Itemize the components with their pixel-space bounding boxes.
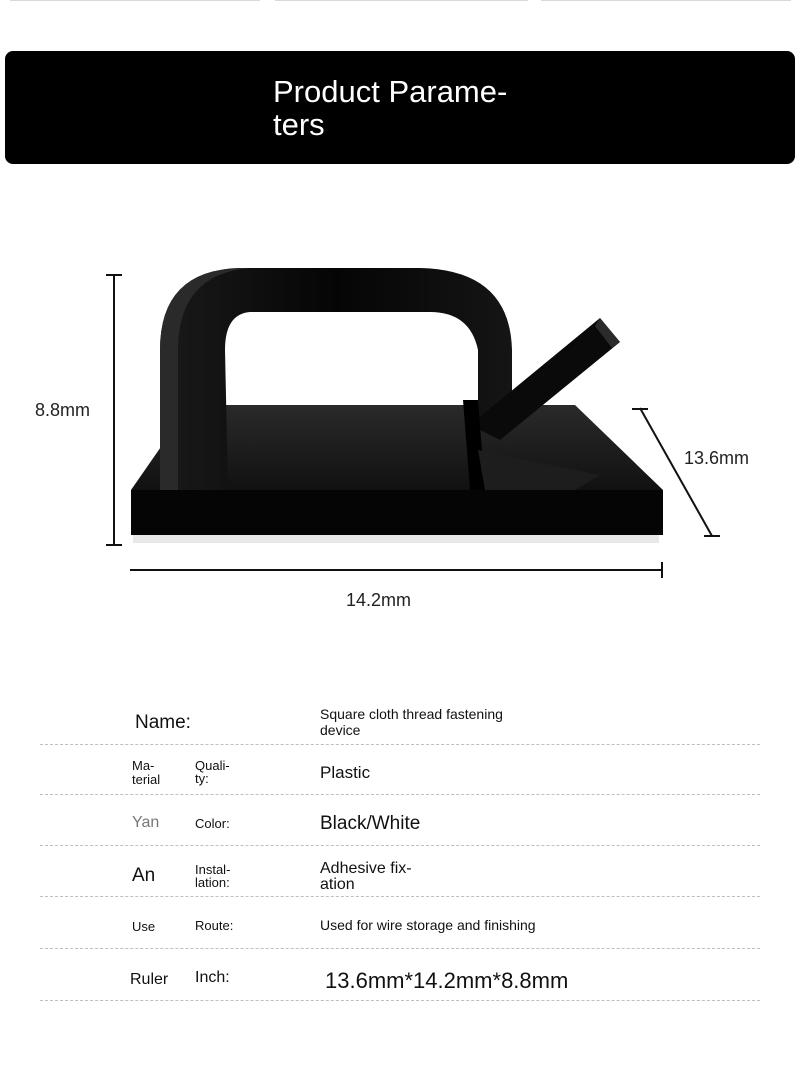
spec-key: Name: — [135, 712, 191, 733]
top-rule-1 — [10, 0, 260, 1]
width-label: 14.2mm — [346, 590, 412, 610]
banner-title: Product Parame- ters — [273, 74, 508, 142]
spec-subkey: Quali- ty: — [195, 758, 230, 786]
spec-row-material — [40, 745, 760, 795]
spec-row-size — [40, 949, 760, 1001]
spec-value: Adhesive fix- ation — [320, 860, 412, 893]
spec-key: Ruler — [130, 971, 169, 988]
cable-clip-illustration — [0, 240, 800, 640]
spec-table — [40, 695, 760, 1001]
spec-value: Black/White — [320, 813, 421, 834]
spec-row-name — [40, 695, 760, 745]
spec-key: Yan — [132, 814, 160, 831]
spec-key: Use — [132, 919, 156, 934]
spec-value: Used for wire storage and finishing — [320, 917, 536, 933]
header-banner — [5, 51, 795, 164]
base-front — [131, 490, 663, 535]
dimension-diagram — [0, 240, 800, 640]
spec-value: 13.6mm*14.2mm*8.8mm — [325, 968, 569, 993]
spec-key: Ma- terial — [132, 758, 161, 787]
spec-key: An — [132, 865, 156, 886]
height-label: 8.8mm — [35, 400, 91, 420]
spec-subkey: Color: — [195, 816, 230, 831]
width-dimension-line — [130, 562, 662, 578]
top-rule-2 — [275, 0, 528, 1]
spec-value: Square cloth thread fastening device — [320, 706, 503, 738]
spec-subkey: Route: — [195, 918, 234, 933]
spec-row-use — [40, 897, 760, 949]
spec-row-color — [40, 795, 760, 846]
depth-label: 13.6mm — [684, 448, 750, 468]
height-dimension-line — [106, 275, 122, 545]
top-rule-3 — [541, 0, 791, 1]
spec-subkey: Inch: — [195, 969, 230, 986]
spec-row-installation — [40, 846, 760, 897]
spec-subkey: Instal- lation: — [195, 862, 231, 890]
spec-value: Plastic — [320, 763, 371, 782]
